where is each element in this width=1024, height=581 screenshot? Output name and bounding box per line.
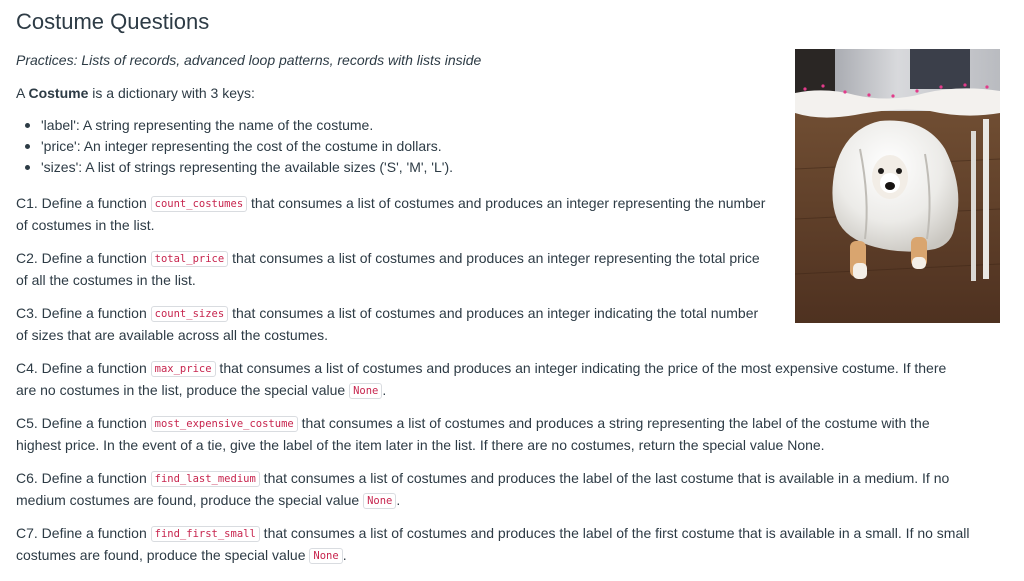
question-prefix: C1. Define a function xyxy=(16,195,151,211)
question-prefix: C2. Define a function xyxy=(16,250,151,266)
question-text: of costumes in the list. xyxy=(16,217,155,233)
question-c7 xyxy=(16,522,969,566)
function-name-code: find_first_small xyxy=(151,526,260,542)
function-name-code: total_price xyxy=(151,251,229,267)
question-prefix: C5. Define a function xyxy=(16,415,151,431)
question-text: are no costumes in the list, produce the special value xyxy=(16,382,350,398)
corgi-ghost-costume-photo xyxy=(795,49,1000,323)
question-c3 xyxy=(16,302,758,346)
question-prefix: C4. Define a function xyxy=(16,360,151,376)
corgi-ghost-illustration xyxy=(795,49,1000,323)
list-item: 'sizes': A list of strings representing the available sizes ('S', 'M', 'L'). xyxy=(22,157,453,178)
question-c5 xyxy=(16,412,930,456)
function-name-code: count_sizes xyxy=(151,306,229,322)
question-text: costumes are found, produce the special value xyxy=(16,547,310,563)
none-value-code: None xyxy=(363,493,396,509)
question-text: that consumes a list of costumes and produces an integer indicating the total number xyxy=(228,305,759,321)
question-text: that consumes a list of costumes and produces the label of the last costume that is available in a medium. If no xyxy=(259,470,950,486)
practices-subtitle: Practices: Lists of records, advanced loop patterns, records with lists inside xyxy=(16,52,482,68)
question-c2 xyxy=(16,247,760,291)
question-c6 xyxy=(16,467,949,511)
question-prefix: C6. Define a function xyxy=(16,470,151,486)
question-text: medium costumes are found, produce the special value xyxy=(16,492,364,508)
function-name-code: find_last_medium xyxy=(151,471,260,487)
list-item: 'price': An integer representing the cost of the costume in dollars. xyxy=(22,136,453,157)
none-value-code: None xyxy=(349,383,382,399)
intro-prefix: A xyxy=(16,85,29,101)
question-text: that consumes a list of costumes and produces an integer representing the number xyxy=(247,195,766,211)
period: . xyxy=(382,382,387,398)
function-name-code: max_price xyxy=(151,361,216,377)
keys-list xyxy=(22,115,453,178)
list-item: 'label': A string representing the name of the costume. xyxy=(22,115,453,136)
question-text: that consumes a list of costumes and produces an integer indicating the price of the most expensive costume. If there xyxy=(215,360,947,376)
question-text: that consumes a list of costumes and produces an integer representing the total price xyxy=(228,250,760,266)
intro-text xyxy=(16,82,255,104)
question-text: that consumes a list of costumes and produces a string representing the label of the costume with the xyxy=(297,415,930,431)
question-text: of all the costumes in the list. xyxy=(16,272,196,288)
question-c4 xyxy=(16,357,946,401)
function-name-code: most_expensive_costume xyxy=(151,416,298,432)
period: . xyxy=(342,547,347,563)
question-text: highest price. In the event of a tie, give the label of the item later in the list. If there are no costumes, return the special value None. xyxy=(16,437,825,453)
page-title: Costume Questions xyxy=(16,9,210,34)
none-value-code: None xyxy=(309,548,342,564)
intro-bold-term: Costume xyxy=(28,85,89,101)
question-text: that consumes a list of costumes and produces the label of the first costume that is available in a small. If no small xyxy=(259,525,970,541)
intro-suffix: is a dictionary with 3 keys: xyxy=(88,85,255,101)
question-c1 xyxy=(16,192,765,236)
question-text: of sizes that are available across all the costumes. xyxy=(16,327,329,343)
period: . xyxy=(396,492,401,508)
question-prefix: C7. Define a function xyxy=(16,525,151,541)
question-prefix: C3. Define a function xyxy=(16,305,151,321)
function-name-code: count_costumes xyxy=(151,196,248,212)
